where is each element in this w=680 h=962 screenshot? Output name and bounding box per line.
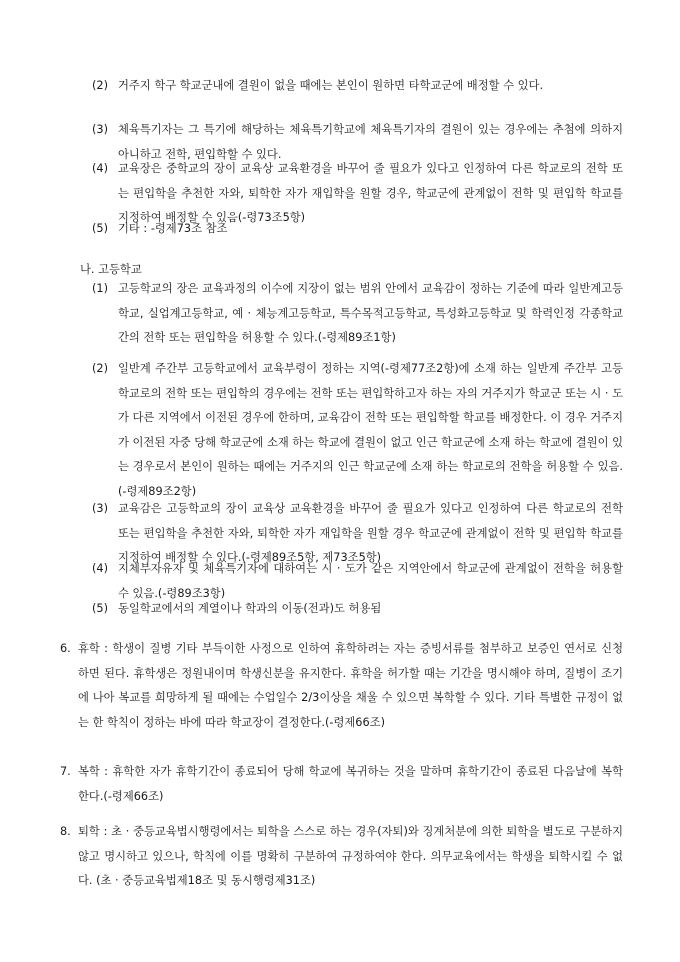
item-number: (2) [92, 79, 109, 92]
item-number: (4) [92, 162, 109, 175]
section-number: 6. [60, 642, 71, 655]
item-number: (2) [92, 362, 109, 375]
section-withdrawal: 퇴학 : 초 · 중등교육법시행령에서는 퇴학을 스스로 하는 경우(자퇴)와 징계처분에 의한 퇴학을 별도로 구분하지 않고 명시하고 있으나, 학칙에 이를 명확히 구분하여 규정하여야 한다. 의무교육에서는 학생을 퇴학시킬 수 없다. (초 · 중등교육법제18조 및 동시행령제31조) [78, 825, 623, 888]
section-number: 8. [60, 825, 71, 838]
section-leave-of-absence: 휴학 : 학생이 질병 기타 부득이한 사정으로 인하여 휴학하려는 자는 증빙서류를 첨부하고 보증인 연서로 신청하면 된다. 휴학생은 정원내이며 학생신분을 유지한다. 휴학을 허가할 때는 기간을 명시해야 하며, 질병이 조기에 나아 복교를 희망하게 될 때에는 수업일수 2/3이상을 채울 수 있으면 복학할 수 있다. 기타 특별한 규정이 없는 한 학칙이 정하는 바에 따라 학교장이 결정한다.(-령제66조) [78, 642, 623, 729]
item-number: (1) [92, 282, 109, 295]
middle-school-item-3: 체육특기자는 그 특기에 해당하는 체육특기학교에 체육특기자의 결원이 있는 경우에는 추첨에 의하지 아니하고 전학, 편입학할 수 있다. [118, 123, 623, 161]
high-school-item-4: 지체부자유자 및 체육특기자에 대하여는 시 · 도가 같은 지역안에서 학교군에 관계없이 전학을 허용할 수 있음.(-령89조3항) [118, 562, 623, 600]
middle-school-item-5: 기타 : -령제73조 참조 [118, 222, 228, 235]
section-number: 7. [60, 765, 71, 778]
high-school-item-3: 교육감은 고등학교의 장이 교육상 교육환경을 바꾸어 줄 필요가 있다고 인정하여 다른 학교로의 전학 또는 편입학을 추천한 자와, 퇴학한 자가 재입학을 원할 경우 학교군에 관계없이 전학 및 편입학 학교를 지정하여 배정할 수 있다.(-령제89조5항, 제73조5항) [118, 502, 623, 565]
item-number: (5) [92, 222, 109, 235]
high-school-heading: 나. 고등학교 [80, 263, 142, 276]
high-school-item-2: 일반계 주간부 고등학교에서 교육부령이 정하는 지역(-령제77조2항)에 소재 하는 일반계 주간부 고등학교로의 전학 또는 편입학의 경우에는 전학 또는 편입학하고자 하는 자의 거주지가 학교군 또는 시 · 도가 다른 지역에서 이전된 경우에 한하며, 교육감이 전학 또는 편입학할 학교를 배정한다. 이 경우 거주지가 이전된 자중 당해 학교군에 소재 하는 학교에 결원이 없고 인근 학교군에 소재 하는 학교에 결원이 있는 경우로서 본인이 원하는 때에는 거주지의 인근 학교군에 소재 하는 학교로의 전학을 허용할 수 있음.(-령제89조2항) [118, 362, 623, 498]
item-number: (4) [92, 562, 109, 575]
middle-school-item-4: 교육장은 중학교의 장이 교육상 교육환경을 바꾸어 줄 필요가 있다고 인정하여 다른 학교로의 전학 또는 편입학을 추천한 자와, 퇴학한 자가 재입학을 원할 경우, 학교군에 관계없이 전학 및 편입학 학교를 지정하여 배정할 수 있음(-령73조5항) [118, 162, 623, 225]
item-number: (3) [92, 123, 109, 136]
section-reinstatement: 복학 : 휴학한 자가 휴학기간이 종료되어 당해 학교에 복귀하는 것을 말하며 휴학기간이 종료된 다음날에 복학한다.(-령제66조) [78, 765, 623, 803]
middle-school-item-2: 거주지 학구 학교군내에 결원이 없을 때에는 본인이 원하면 타학교군에 배정할 수 있다. [118, 79, 544, 92]
item-number: (3) [92, 502, 109, 515]
item-number: (5) [92, 602, 109, 615]
high-school-item-5: 동일학교에서의 계열이나 학과의 이동(전과)도 허용됨 [118, 602, 382, 615]
high-school-item-1: 고등학교의 장은 교육과정의 이수에 지장이 없는 범위 안에서 교육감이 정하는 기준에 따라 일반계고등학교, 실업계고등학교, 예 · 체능계고등학교, 특수목적고등학교, 특성화고등학교 및 학력인정 각종학교 간의 전학 또는 편입학을 허용할 수 있다.(-령제89조1항) [118, 282, 623, 345]
